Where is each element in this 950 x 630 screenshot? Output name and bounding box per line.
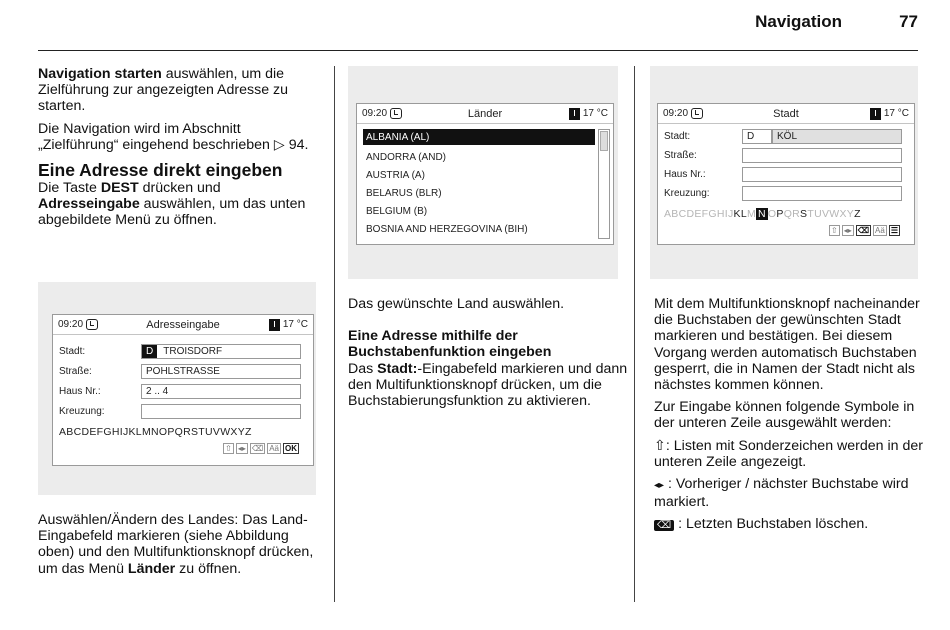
field-value: TROISDORF [163,346,223,357]
clock-icon [86,319,98,330]
field-label: Straße: [664,150,697,161]
field-label: Stadt: [59,346,86,357]
temperature [569,108,608,120]
text: auswählen, um die Zielführung zur angezeigten Adresse zu starten. [38,66,289,115]
text: Die Taste [38,180,101,197]
thermometer-icon [569,108,580,120]
list-item[interactable]: BELARUS (BLR) [366,187,442,199]
field-label: Kreuzung: [59,406,105,417]
temperature [870,108,909,120]
bold-term: Adresseingabe [38,196,140,213]
field-label: Kreuzung: [664,188,710,199]
column-3 [654,296,924,541]
page-number: 77 [899,12,918,31]
text: auswählen, um das unten abgebildete Menü zu öffnen. [38,196,306,229]
temperature [269,319,308,331]
paragraph [38,66,322,115]
thermometer-icon [870,108,881,120]
screen-status-bar [53,315,313,335]
temp-value: 17 °C [883,108,909,119]
arrows-icon: ◂▸ [654,480,665,492]
house-number-field[interactable] [742,167,902,182]
list-item[interactable]: BELGIUM (B) [366,205,428,217]
screen-status-bar [357,104,613,124]
text: : Listen mit Sonderzeichen werden in der unteren Zeile angezeigt. [654,437,923,470]
field-value: 2 .. 4 [146,386,169,397]
column-divider [334,66,335,602]
scrollbar[interactable] [598,129,610,239]
time: 09:20 [58,319,84,330]
controls-row [829,225,900,236]
bold-term: Navigation starten [38,66,162,82]
arrows-icon[interactable]: ◂▸ [237,444,246,453]
disabled-letters: QR [783,208,801,220]
screen-title: Adresseingabe [146,318,220,331]
field-label: Stadt: [664,131,691,142]
bold-term: DEST [100,180,139,197]
city-field[interactable] [772,129,902,144]
field-value: KÖL [777,131,798,142]
temp-value: 17 °C [582,108,608,119]
disabled-letters: ABCDEFGHIJ [664,208,734,220]
caption: Das gewünschte Land auswählen. [348,296,565,312]
arrows-icon[interactable]: ◂▸ [843,226,852,235]
street-field[interactable] [141,364,301,379]
list-item[interactable]: ANDORRA (AND) [366,151,447,163]
city-field[interactable] [141,344,301,359]
text: : Vorheriger / nächster Buchstabe wird markiert. [654,476,909,511]
screen-title: Länder [467,107,503,120]
shift-icon[interactable]: ⇧ [225,444,232,453]
field-label: Haus Nr.: [664,169,706,180]
scrollbar-thumb[interactable] [600,131,608,151]
paragraph [348,361,628,410]
subsection-heading: Eine Adresse mithilfe der Buchstabenfunktion eingeben [348,328,552,361]
screen-title: Stadt [773,107,799,120]
paragraph [38,180,322,229]
crossing-field[interactable] [141,404,301,419]
alphabet-row[interactable] [664,208,861,220]
paragraph [654,438,924,470]
selected-letter[interactable]: N [758,208,766,220]
list-item[interactable]: AUSTRIA (A) [366,169,425,181]
letters[interactable]: Z [854,208,861,220]
letters[interactable]: S [800,208,808,220]
house-number-field[interactable] [141,384,301,399]
disabled-letters: O [767,208,777,220]
clock-icon [691,108,703,119]
ok-button[interactable]: OK [285,444,297,453]
text: drücken und [138,180,221,197]
text: -Eingabefeld markieren und dann den Multifunktionsknopf drücken, um die Buchstabierungsfunktion zu aktivieren. [348,360,628,410]
page-ref-icon: ▷ [273,136,285,153]
thermometer-icon [269,319,280,331]
case-toggle[interactable]: Aä [269,444,279,453]
text: : Letzten Buchstaben löschen. [674,516,869,533]
screen-adresseingabe [52,314,314,466]
column-2 [348,296,628,415]
backspace-icon: ⌫ [654,520,674,531]
street-field[interactable] [742,148,902,163]
shift-icon: ⇧ [654,437,666,454]
header-rule [38,50,918,51]
temp-value: 17 °C [282,319,308,330]
field-value: POHLSTRASSE [146,366,220,377]
field-label: Haus Nr.: [59,386,101,397]
shift-icon[interactable]: ⇧ [830,226,838,235]
crossing-field[interactable] [742,186,902,201]
screen-laender [356,103,614,245]
paragraph: Zur Eingabe können folgende Symbole in der unteren Zeile ausgewählt werden: [654,399,915,432]
time: 09:20 [362,108,388,119]
country-code: D [747,131,755,142]
column-1-bottom [38,512,322,583]
text: zu öffnen. [175,560,242,577]
letters[interactable]: P [776,208,784,220]
field-label: Straße: [59,366,92,377]
list-item[interactable]: BOSNIA AND HERZEGOVINA (BIH) [366,223,528,235]
disabled-letters: M [746,208,757,220]
screen-stadt [657,103,915,245]
country-code[interactable]: D [142,345,157,358]
section-heading: Eine Adresse direkt eingeben [38,160,283,181]
alphabet-row[interactable]: ABCDEFGHIJKLMNOPQRSTUVWXYZ [59,426,252,438]
screen-status-bar [658,104,914,124]
letters[interactable]: KL [733,208,747,220]
paragraph [38,121,322,153]
column-1 [38,66,322,235]
backspace-icon[interactable]: ⌫ [251,444,264,453]
paragraph: Mit dem Multifunktionsknopf nacheinander die Buchstaben der gewünschten Stadt markieren und bestätigen. Bei diesem Vorgang werden automatisch Buchstaben gesperrt, die in Namen der Stadt nicht als nächstes kommen können. [654,296,920,394]
list-item[interactable]: ALBANIA (AL) [363,129,595,145]
country-code-field[interactable] [742,129,772,144]
paragraph [654,476,924,510]
column-divider [634,66,635,602]
backspace-icon[interactable]: ⌫ [857,226,870,235]
text: Auswählen/Ändern des Landes: Das Land-Eingabefeld markieren (siehe Abbildung oben) und den Multifunktionsknopf drücken, um das Menü [38,512,314,577]
text: Das [348,360,378,377]
page-header-title: Navigation [755,12,842,31]
controls-row [223,443,299,454]
text: Die Navigation wird im Abschnitt „Zielführung“ eingehend beschrieben [38,120,270,153]
bold-term: Länder [127,560,176,577]
paragraph [654,516,924,534]
clock-icon [390,108,402,119]
page-ref: 94. [288,136,309,153]
disabled-letters: TUVWXY [807,208,855,220]
bold-term: Stadt: [377,360,418,377]
time: 09:20 [663,108,689,119]
case-toggle[interactable]: Aä [875,226,885,235]
paragraph [38,512,322,577]
list-icon[interactable]: ☰ [890,226,898,235]
